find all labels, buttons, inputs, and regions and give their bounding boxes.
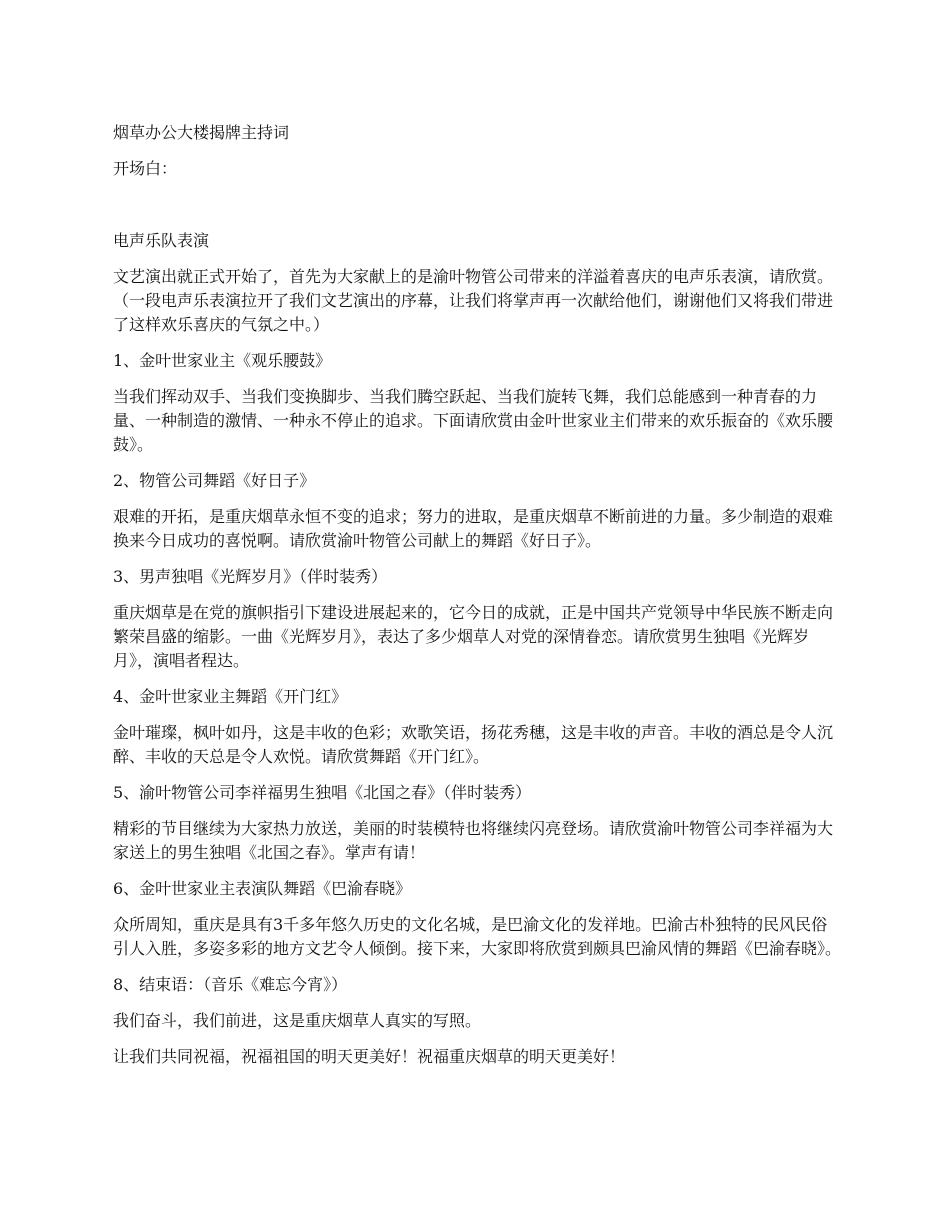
item-heading-5: 5、渝叶物管公司李祥福男生独唱《北国之春》（伴时装秀） (113, 783, 532, 802)
section-intro-heading: 电声乐队表演 (113, 231, 210, 250)
section-intro-text: 文艺演出就正式开始了，首先为大家献上的是渝叶物管公司带来的洋溢着喜庆的电声乐表演，请欣赏。（一段电声乐表演拉开了我们文艺演出的序幕，让我们将掌声再一次献给他们，谢谢他们又将我们带进了这样欢乐喜庆的气氛之中。） (113, 267, 834, 334)
closing-line-1: 我们奋斗，我们前进，这是重庆烟草人真实的写照。 (113, 1011, 482, 1030)
item-heading-3: 3、男声独唱《光辉岁月》（伴时装秀） (113, 567, 388, 586)
item-text-5: 精彩的节目继续为大家热力放送，美丽的时装模特也将继续闪亮登场。请欣赏渝叶物管公司李祥福为大家送上的男生独唱《北国之春》。掌声有请！ (113, 819, 834, 862)
blank-line (113, 193, 841, 217)
document-title: 烟草办公大楼揭牌主持词 (113, 123, 290, 142)
item-text-3: 重庆烟草是在党的旗帜指引下建设进展起来的，它今日的成就，正是中国共产党领导中华民族不断走向繁荣昌盛的缩影。一曲《光辉岁月》，表达了多少烟草人对党的深情眷恋。请欣赏男生独唱《光辉岁月》，演唱者程达。 (113, 603, 834, 670)
item-heading-2: 2、物管公司舞蹈《好日子》 (113, 471, 316, 490)
item-heading-1: 1、金叶世家业主《观乐腰鼓》 (113, 351, 332, 370)
closing-line-2: 让我们共同祝福，祝福祖国的明天更美好！祝福重庆烟草的明天更美好！ (113, 1047, 626, 1066)
item-heading-4: 4、金叶世家业主舞蹈《开门红》 (113, 687, 348, 706)
item-text-6: 众所周知，重庆是具有3千多年悠久历史的文化名城，是巴渝文化的发祥地。巴渝古朴独特的民风民俗引人入胜，多姿多彩的地方文艺令人倾倒。接下来，大家即将欣赏到颇具巴渝风情的舞蹈《巴渝春晓》。 (113, 915, 842, 958)
closing-heading: 8、结束语：（音乐《难忘今宵》） (113, 975, 348, 994)
item-heading-6: 6、金叶世家业主表演队舞蹈《巴渝春晓》 (113, 879, 412, 898)
opening-label: 开场白： (113, 159, 178, 178)
document-page (113, 121, 841, 1081)
item-text-4: 金叶璀璨，枫叶如丹，这是丰收的色彩；欢歌笑语，扬花秀穗，这是丰收的声音。丰收的酒总是令人沉醉、丰收的天总是令人欢悦。请欣赏舞蹈《开门红》。 (113, 723, 834, 766)
item-text-1: 当我们挥动双手、当我们变换脚步、当我们腾空跃起、当我们旋转飞舞，我们总能感到一种青春的力量、一种制造的激情、一种永不停止的追求。下面请欣赏由金叶世家业主们带来的欢乐振奋的《欢乐腰鼓》。 (113, 387, 834, 454)
item-text-2: 艰难的开拓，是重庆烟草永恒不变的追求；努力的进取，是重庆烟草不断前进的力量。多少制造的艰难换来今日成功的喜悦啊。请欣赏渝叶物管公司献上的舞蹈《好日子》。 (113, 507, 834, 550)
